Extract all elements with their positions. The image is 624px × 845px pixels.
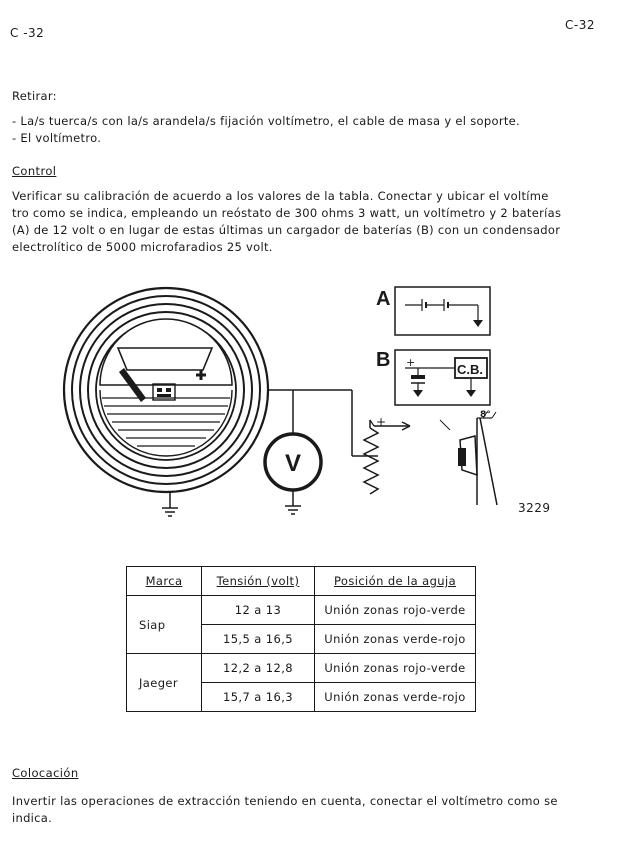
retirar-item: - El voltímetro. [12, 131, 102, 145]
battery-box-a [395, 287, 490, 335]
label-b: B [376, 349, 391, 371]
page-number-left: C -32 [10, 26, 45, 40]
tension-cell: 12,2 a 12,8 [202, 654, 315, 683]
tension-cell: 15,7 a 16,3 [202, 683, 315, 712]
retirar-list [12, 113, 612, 147]
posicion-cell: Unión zonas rojo-verde [315, 596, 476, 625]
table-row [127, 654, 476, 683]
tension-cell: 12 a 13 [202, 596, 315, 625]
ground-icon [162, 508, 178, 516]
retirar-title: Retirar: [12, 89, 57, 103]
table-header-row [127, 567, 476, 596]
retirar-item: - La/s tuerca/s con la/s arandela/s fijación voltímetro, el cable de masa y el soporte. [12, 114, 520, 128]
colocacion-line: Invertir las operaciones de extracción teniendo en cuenta, conectar el voltímetro como se [12, 794, 558, 808]
column-header-tension: Tensión (volt) [202, 567, 315, 596]
control-line: (A) de 12 volt o en lugar de estas últimas un cargador de baterías (B) con un condensador [12, 223, 561, 237]
page-number-right: C-32 [565, 18, 595, 32]
posicion-cell: Unión zonas verde-rojo [315, 625, 476, 654]
rheostat-plus-label: + [376, 415, 387, 429]
calibration-table [126, 566, 476, 712]
figure-number: 3229 [518, 501, 551, 515]
table-row [127, 596, 476, 625]
control-line: tro como se indica, empleando un reóstato de 300 ohms 3 watt, un voltímetro y 2 baterías [12, 206, 562, 220]
charger-plus-label: + [406, 356, 416, 369]
charger-label: C.B. [457, 362, 483, 377]
control-line: electrolítico de 5000 microfaradios 25 volt. [12, 240, 273, 254]
meter-label: V [284, 450, 302, 477]
colocacion-paragraph [12, 793, 612, 827]
posicion-cell: Unión zonas verde-rojo [315, 683, 476, 712]
colocacion-heading: Colocación [12, 766, 79, 780]
control-paragraph [12, 188, 612, 256]
column-header-posicion: Posición de la aguja [315, 567, 476, 596]
label-a: A [376, 288, 391, 310]
wiring-diagram [0, 270, 624, 530]
rheostat-icon [364, 428, 378, 494]
control-heading: Control [12, 164, 57, 178]
marca-cell: Siap [127, 596, 202, 654]
control-line: Verificar su calibración de acuerdo a los valores de la tabla. Conectar y ubicar el voltíme [12, 189, 549, 203]
marca-cell: Jaeger [127, 654, 202, 712]
ground-icon [285, 506, 301, 514]
tension-cell: 15,5 a 16,5 [202, 625, 315, 654]
mounting-angle-sketch [440, 412, 497, 505]
column-header-marca: Marca [127, 567, 202, 596]
posicion-cell: Unión zonas rojo-verde [315, 654, 476, 683]
colocacion-line: indica. [12, 811, 53, 825]
angle-label: 8° [480, 410, 491, 420]
